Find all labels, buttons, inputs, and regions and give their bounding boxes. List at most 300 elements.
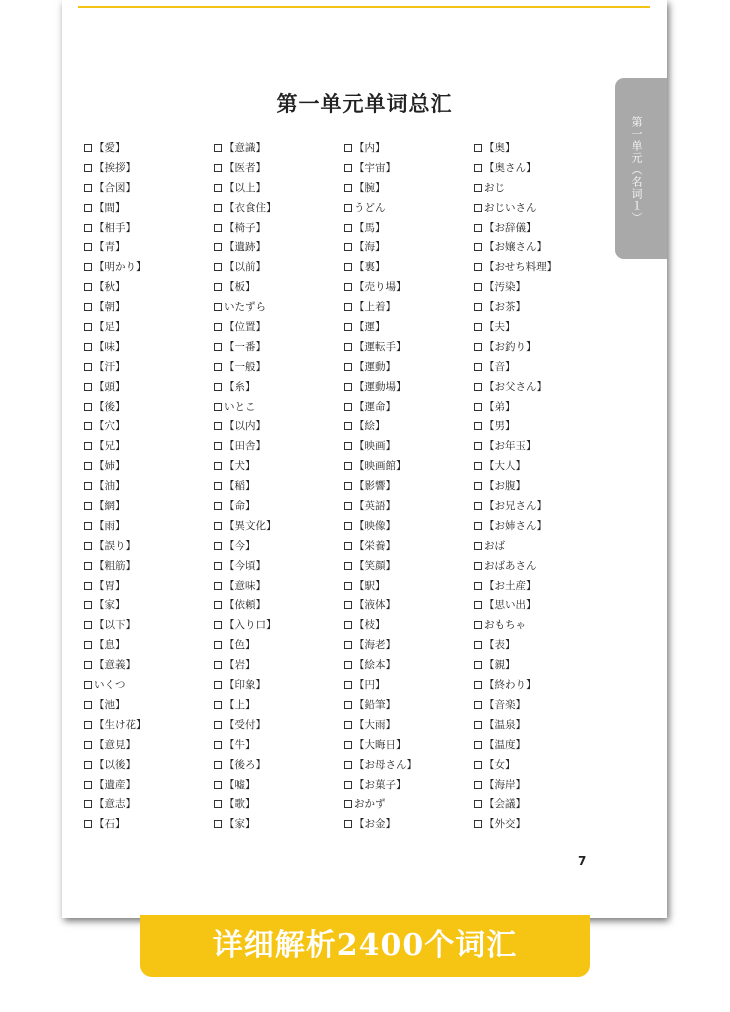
checkbox-icon[interactable]: [344, 562, 352, 570]
checkbox-icon[interactable]: [214, 442, 222, 450]
vocab-word: いとこ: [224, 400, 256, 413]
vocab-item: [84, 577, 214, 597]
vocab-column: [474, 139, 604, 839]
vocab-item: [84, 656, 214, 676]
vocab-item: [344, 477, 474, 497]
checkbox-icon[interactable]: [344, 701, 352, 709]
checkbox-icon[interactable]: [84, 263, 92, 271]
checkbox-icon[interactable]: [344, 621, 352, 629]
checkbox-icon[interactable]: [474, 761, 482, 769]
checkbox-icon[interactable]: [214, 741, 222, 749]
checkbox-icon[interactable]: [84, 462, 92, 470]
checkbox-icon[interactable]: [474, 422, 482, 430]
vocab-item: [474, 398, 604, 418]
vocab-word: 【一番】: [224, 340, 266, 353]
page-number: 7: [578, 854, 587, 868]
checkbox-icon[interactable]: [344, 243, 352, 251]
vocab-word: おもちゃ: [484, 619, 526, 632]
vocab-item: [84, 696, 214, 716]
vocab-word: 【板】: [224, 281, 256, 294]
checkbox-icon[interactable]: [214, 224, 222, 232]
checkbox-icon[interactable]: [84, 283, 92, 291]
vocab-item: [474, 497, 604, 517]
checkbox-icon[interactable]: [214, 601, 222, 609]
checkbox-icon[interactable]: [214, 283, 222, 291]
vocab-word: 【影響】: [354, 480, 396, 493]
vocab-item: [214, 636, 344, 656]
vocab-column: [214, 139, 344, 839]
vocab-word: 【笑顔】: [354, 559, 396, 572]
checkbox-icon[interactable]: [214, 462, 222, 470]
checkbox-icon[interactable]: [84, 482, 92, 490]
checkbox-icon[interactable]: [214, 621, 222, 629]
vocab-word: 【海】: [354, 241, 386, 254]
vocab-word: 【鉛筆】: [354, 698, 396, 711]
vocab-word: 【温度】: [484, 738, 526, 751]
vocab-item: [214, 219, 344, 239]
checkbox-icon[interactable]: [84, 343, 92, 351]
checkbox-icon[interactable]: [344, 224, 352, 232]
vocab-word: 【穴】: [94, 420, 126, 433]
vocab-word: 【粗筋】: [94, 559, 136, 572]
checkbox-icon[interactable]: [214, 422, 222, 430]
checkbox-icon[interactable]: [214, 522, 222, 530]
vocab-word: 【お兄さん】: [484, 500, 547, 513]
checkbox-icon[interactable]: [214, 243, 222, 251]
checkbox-icon[interactable]: [84, 403, 92, 411]
checkbox-icon[interactable]: [344, 363, 352, 371]
promo-banner: 详细解析2400个词汇: [140, 915, 590, 977]
vocab-item: [214, 477, 344, 497]
vocab-item: [474, 795, 604, 815]
vocab-word: 【映像】: [354, 519, 396, 532]
vocab-item: [214, 378, 344, 398]
vocab-item: [84, 398, 214, 418]
vocab-word: 【温泉】: [484, 718, 526, 731]
checkbox-icon[interactable]: [474, 243, 482, 251]
vocab-word: 【液体】: [354, 599, 396, 612]
vocab-item: [474, 298, 604, 318]
checkbox-icon[interactable]: [474, 661, 482, 669]
vocab-item: [344, 636, 474, 656]
vocab-word: 【意識】: [224, 142, 266, 154]
vocab-item: [344, 577, 474, 597]
checkbox-icon[interactable]: [344, 303, 352, 311]
vocab-item: [84, 338, 214, 358]
vocab-word: 【弟】: [484, 400, 516, 413]
checkbox-icon[interactable]: [84, 363, 92, 371]
checkbox-icon[interactable]: [84, 761, 92, 769]
checkbox-icon[interactable]: [344, 761, 352, 769]
checkbox-icon[interactable]: [344, 681, 352, 689]
checkbox-icon[interactable]: [344, 442, 352, 450]
vocab-word: 【挨拶】: [94, 161, 136, 174]
checkbox-icon[interactable]: [474, 721, 482, 729]
vocab-word: 【遺跡】: [224, 241, 266, 254]
vocab-item: [84, 318, 214, 338]
vocab-word: 【異文化】: [224, 519, 277, 532]
vocab-word: 【奥さん】: [484, 161, 537, 174]
checkbox-icon[interactable]: [474, 800, 482, 808]
checkbox-icon[interactable]: [474, 144, 482, 152]
vocab-word: 【稲】: [224, 480, 256, 493]
vocab-word: 【運動】: [354, 360, 396, 373]
vocab-word: 【位置】: [224, 321, 266, 334]
vocabulary-grid: [84, 139, 624, 839]
checkbox-icon[interactable]: [474, 820, 482, 828]
checkbox-icon[interactable]: [474, 482, 482, 490]
vocab-item: [474, 756, 604, 776]
vocab-word: 【今】: [224, 539, 256, 552]
checkbox-icon[interactable]: [474, 184, 482, 192]
checkbox-icon[interactable]: [214, 482, 222, 490]
checkbox-icon[interactable]: [474, 781, 482, 789]
vocab-item: [474, 537, 604, 557]
checkbox-icon[interactable]: [344, 800, 352, 808]
checkbox-icon[interactable]: [344, 403, 352, 411]
vocab-word: 【遺産】: [94, 778, 136, 791]
vocab-word: 【一般】: [224, 360, 266, 373]
vocab-word: 【牛】: [224, 738, 256, 751]
checkbox-icon[interactable]: [214, 721, 222, 729]
vocab-word: 【岩】: [224, 659, 256, 672]
vocab-item: [84, 795, 214, 815]
checkbox-icon[interactable]: [84, 542, 92, 550]
vocab-item: [474, 736, 604, 756]
checkbox-icon[interactable]: [84, 781, 92, 789]
checkbox-icon[interactable]: [84, 204, 92, 212]
vocab-word: おば: [484, 539, 505, 552]
vocab-word: 【裏】: [354, 261, 386, 274]
checkbox-icon[interactable]: [474, 542, 482, 550]
vocab-item: [214, 199, 344, 219]
checkbox-icon[interactable]: [344, 661, 352, 669]
vocab-word: 【歌】: [224, 798, 256, 811]
vocab-item: [214, 517, 344, 537]
vocab-item: [84, 219, 214, 239]
vocab-word: 【椅子】: [224, 221, 266, 234]
vocab-item: [84, 159, 214, 179]
checkbox-icon[interactable]: [344, 263, 352, 271]
checkbox-icon[interactable]: [214, 502, 222, 510]
checkbox-icon[interactable]: [214, 542, 222, 550]
checkbox-icon[interactable]: [84, 184, 92, 192]
vocab-word: 【海老】: [354, 639, 396, 652]
checkbox-icon[interactable]: [474, 462, 482, 470]
checkbox-icon[interactable]: [344, 323, 352, 331]
checkbox-icon[interactable]: [344, 721, 352, 729]
vocab-item: [214, 656, 344, 676]
checkbox-icon[interactable]: [214, 383, 222, 391]
checkbox-icon[interactable]: [474, 224, 482, 232]
vocab-word: 【夫】: [484, 321, 516, 334]
vocab-item: [84, 676, 214, 696]
vocab-item: [214, 278, 344, 298]
checkbox-icon[interactable]: [84, 582, 92, 590]
checkbox-icon[interactable]: [84, 323, 92, 331]
vocab-word: 【以上】: [224, 181, 266, 194]
vocab-item: [84, 537, 214, 557]
checkbox-icon[interactable]: [84, 800, 92, 808]
checkbox-icon[interactable]: [474, 681, 482, 689]
checkbox-icon[interactable]: [84, 621, 92, 629]
checkbox-icon[interactable]: [344, 283, 352, 291]
checkbox-icon[interactable]: [214, 661, 222, 669]
vocab-item: [214, 179, 344, 199]
checkbox-icon[interactable]: [84, 243, 92, 251]
vocab-word: 【お辞儀】: [484, 221, 537, 234]
checkbox-icon[interactable]: [214, 820, 222, 828]
vocab-item: [474, 437, 604, 457]
vocab-word: おじいさん: [484, 201, 537, 214]
vocab-item: [344, 159, 474, 179]
vocab-word: 【終わり】: [484, 679, 537, 692]
checkbox-icon[interactable]: [344, 522, 352, 530]
checkbox-icon[interactable]: [214, 641, 222, 649]
checkbox-icon[interactable]: [344, 422, 352, 430]
vocab-item: [344, 616, 474, 636]
vocab-item: [344, 756, 474, 776]
vocab-item: [474, 318, 604, 338]
checkbox-icon[interactable]: [474, 164, 482, 172]
checkbox-icon[interactable]: [214, 781, 222, 789]
vocab-item: [214, 676, 344, 696]
checkbox-icon[interactable]: [84, 522, 92, 530]
checkbox-icon[interactable]: [214, 562, 222, 570]
checkbox-icon[interactable]: [344, 741, 352, 749]
checkbox-icon[interactable]: [344, 343, 352, 351]
vocab-word: 【医者】: [224, 161, 266, 174]
checkbox-icon[interactable]: [474, 522, 482, 530]
checkbox-icon[interactable]: [344, 601, 352, 609]
vocab-item: [84, 179, 214, 199]
vocab-item: [474, 696, 604, 716]
checkbox-icon[interactable]: [474, 283, 482, 291]
vocab-item: [84, 596, 214, 616]
vocab-item: [84, 278, 214, 298]
checkbox-icon[interactable]: [214, 323, 222, 331]
checkbox-icon[interactable]: [84, 422, 92, 430]
vocab-item: [84, 636, 214, 656]
vocab-item: [344, 219, 474, 239]
checkbox-icon[interactable]: [84, 562, 92, 570]
vocab-item: [344, 278, 474, 298]
checkbox-icon[interactable]: [84, 641, 92, 649]
checkbox-icon[interactable]: [84, 681, 92, 689]
vocab-item: [474, 199, 604, 219]
vocab-word: 【家】: [224, 818, 256, 831]
vocab-word: 【意見】: [94, 738, 136, 751]
vocab-word: 【家】: [94, 599, 126, 612]
checkbox-icon[interactable]: [344, 184, 352, 192]
checkbox-icon[interactable]: [474, 601, 482, 609]
top-rule: [78, 6, 650, 8]
vocab-item: [474, 656, 604, 676]
vocab-item: [344, 258, 474, 278]
checkbox-icon[interactable]: [474, 204, 482, 212]
vocab-item: [474, 577, 604, 597]
vocab-word: 【今頃】: [224, 559, 266, 572]
checkbox-icon[interactable]: [474, 641, 482, 649]
checkbox-icon[interactable]: [344, 582, 352, 590]
checkbox-icon[interactable]: [214, 164, 222, 172]
vocab-item: [84, 258, 214, 278]
vocab-item: [344, 557, 474, 577]
checkbox-icon[interactable]: [474, 403, 482, 411]
vocab-word: いたずら: [224, 301, 266, 314]
checkbox-icon[interactable]: [84, 820, 92, 828]
vocab-word: 【お菓子】: [354, 778, 407, 791]
vocab-word: 【生け花】: [94, 718, 147, 731]
vocab-word: 【お土産】: [484, 579, 537, 592]
checkbox-icon[interactable]: [214, 343, 222, 351]
checkbox-icon[interactable]: [214, 303, 222, 311]
checkbox-icon[interactable]: [214, 800, 222, 808]
vocab-item: [344, 437, 474, 457]
checkbox-icon[interactable]: [214, 144, 222, 152]
vocab-word: 【足】: [94, 321, 126, 334]
vocab-item: [344, 497, 474, 517]
checkbox-icon[interactable]: [474, 701, 482, 709]
checkbox-icon[interactable]: [214, 582, 222, 590]
checkbox-icon[interactable]: [84, 164, 92, 172]
vocab-word: 【兄】: [94, 440, 126, 453]
checkbox-icon[interactable]: [84, 502, 92, 510]
checkbox-icon[interactable]: [474, 621, 482, 629]
checkbox-icon[interactable]: [474, 263, 482, 271]
checkbox-icon[interactable]: [344, 204, 352, 212]
vocab-item: [344, 776, 474, 796]
checkbox-icon[interactable]: [344, 781, 352, 789]
checkbox-icon[interactable]: [344, 641, 352, 649]
checkbox-icon[interactable]: [474, 383, 482, 391]
checkbox-icon[interactable]: [474, 582, 482, 590]
vocab-item: [344, 238, 474, 258]
vocab-word: 【外交】: [484, 818, 526, 831]
checkbox-icon[interactable]: [84, 224, 92, 232]
checkbox-icon[interactable]: [474, 442, 482, 450]
vocab-word: 【糸】: [224, 380, 256, 393]
vocab-item: [214, 537, 344, 557]
checkbox-icon[interactable]: [84, 701, 92, 709]
vocab-item: [474, 358, 604, 378]
vocab-item: [474, 139, 604, 159]
vocab-item: [344, 298, 474, 318]
checkbox-icon[interactable]: [84, 383, 92, 391]
vocab-word: おじ: [484, 181, 505, 194]
checkbox-icon[interactable]: [474, 562, 482, 570]
vocab-item: [84, 417, 214, 437]
vocab-item: [214, 776, 344, 796]
vocab-item: [84, 298, 214, 318]
checkbox-icon[interactable]: [84, 601, 92, 609]
vocab-word: 【間】: [94, 201, 126, 214]
checkbox-icon[interactable]: [214, 681, 222, 689]
checkbox-icon[interactable]: [84, 144, 92, 152]
checkbox-icon[interactable]: [344, 502, 352, 510]
checkbox-icon[interactable]: [474, 741, 482, 749]
checkbox-icon[interactable]: [84, 661, 92, 669]
checkbox-icon[interactable]: [344, 820, 352, 828]
vocab-word: 【息】: [94, 639, 126, 652]
vocab-column: [344, 139, 474, 839]
checkbox-icon[interactable]: [474, 502, 482, 510]
vocab-item: [474, 378, 604, 398]
vocab-item: [214, 298, 344, 318]
vocab-item: [344, 537, 474, 557]
vocab-word: 【味】: [94, 340, 126, 353]
checkbox-icon[interactable]: [344, 462, 352, 470]
checkbox-icon[interactable]: [214, 761, 222, 769]
vocab-item: [344, 338, 474, 358]
vocab-item: [214, 596, 344, 616]
checkbox-icon[interactable]: [344, 144, 352, 152]
checkbox-icon[interactable]: [84, 442, 92, 450]
vocab-word: 【運命】: [354, 400, 396, 413]
checkbox-icon[interactable]: [84, 303, 92, 311]
checkbox-icon[interactable]: [474, 363, 482, 371]
vocab-word: 【宇宙】: [354, 161, 396, 174]
checkbox-icon[interactable]: [84, 741, 92, 749]
vocab-item: [214, 756, 344, 776]
checkbox-icon[interactable]: [474, 343, 482, 351]
chapter-side-tab-label: 第一单元（名词１）: [630, 116, 643, 224]
vocab-item: [84, 457, 214, 477]
vocab-word: 【入り口】: [224, 619, 277, 632]
checkbox-icon[interactable]: [214, 263, 222, 271]
vocab-item: [344, 815, 474, 835]
checkbox-icon[interactable]: [214, 184, 222, 192]
checkbox-icon[interactable]: [214, 363, 222, 371]
vocab-item: [474, 676, 604, 696]
checkbox-icon[interactable]: [214, 204, 222, 212]
vocab-word: 【海岸】: [484, 778, 526, 791]
vocab-item: [84, 756, 214, 776]
checkbox-icon[interactable]: [214, 701, 222, 709]
vocab-item: [474, 258, 604, 278]
vocab-item: [214, 417, 344, 437]
checkbox-icon[interactable]: [214, 403, 222, 411]
checkbox-icon[interactable]: [474, 303, 482, 311]
vocab-item: [474, 815, 604, 835]
vocab-item: [214, 815, 344, 835]
vocab-item: [214, 736, 344, 756]
vocab-item: [84, 776, 214, 796]
vocab-item: [214, 716, 344, 736]
vocab-item: [344, 596, 474, 616]
vocab-item: [214, 398, 344, 418]
vocab-word: 【馬】: [354, 221, 386, 234]
vocab-word: 【親】: [484, 659, 516, 672]
vocab-word: 【売り場】: [354, 281, 407, 294]
vocab-item: [84, 477, 214, 497]
vocab-word: 【汚染】: [484, 281, 526, 294]
vocab-item: [214, 338, 344, 358]
checkbox-icon[interactable]: [344, 542, 352, 550]
vocab-word: 【上】: [224, 698, 256, 711]
checkbox-icon[interactable]: [344, 164, 352, 172]
vocab-word: 【姉】: [94, 460, 126, 473]
checkbox-icon[interactable]: [474, 323, 482, 331]
checkbox-icon[interactable]: [84, 721, 92, 729]
vocab-item: [344, 736, 474, 756]
vocab-word: 【女】: [484, 758, 516, 771]
checkbox-icon[interactable]: [344, 383, 352, 391]
checkbox-icon[interactable]: [344, 482, 352, 490]
vocab-word: 【映画館】: [354, 460, 407, 473]
vocab-word: 【内】: [354, 142, 386, 154]
vocab-word: 【池】: [94, 698, 126, 711]
